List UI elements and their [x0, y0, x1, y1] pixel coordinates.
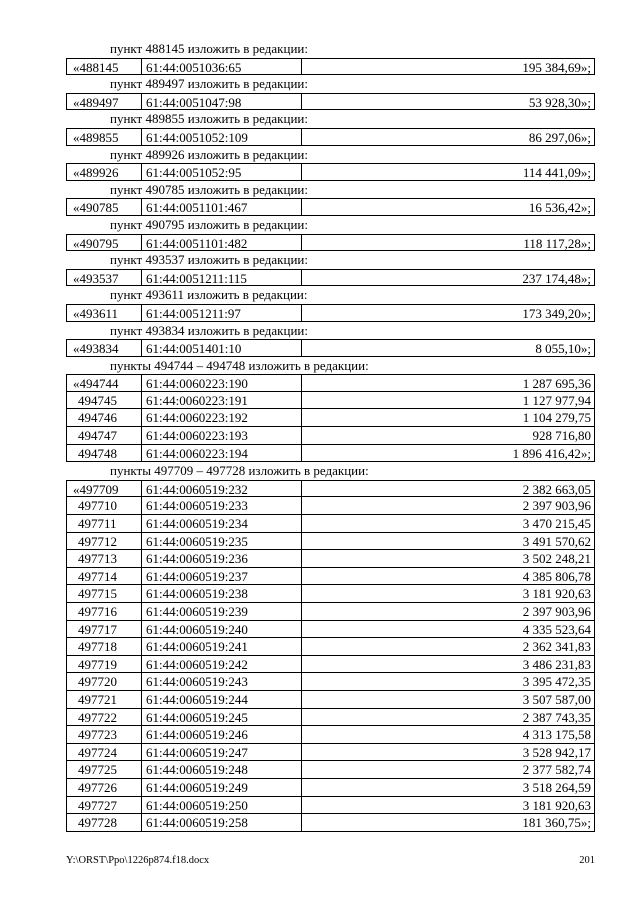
item-number-cell: 497727 [67, 797, 142, 814]
cadastral-number-cell: 61:44:0060223:192 [142, 409, 302, 426]
value-cell: 3 181 920,63 [522, 586, 591, 602]
amendment-heading: пункт 489497 изложить в редакции: [110, 76, 308, 92]
item-number-cell: «490785 [67, 199, 142, 215]
value-cell: 4 385 806,78 [522, 568, 591, 584]
value-cell: 4 335 523,64 [522, 621, 591, 637]
item-number-cell: 497710 [67, 497, 142, 514]
cadastral-number-cell: 61:44:0060223:191 [142, 392, 302, 409]
cadastral-number-cell: 61:44:0060519:242 [142, 656, 302, 673]
item-number-cell: 497717 [67, 621, 142, 638]
value-cell: 3 502 248,21 [522, 551, 591, 567]
table-row [66, 480, 595, 498]
table-row [66, 198, 595, 216]
table-row [66, 744, 595, 762]
table-row [66, 445, 595, 463]
value-cell: 237 174,48»; [522, 270, 591, 286]
value-cell: 1 104 279,75 [522, 410, 591, 426]
cadastral-number-cell: 61:44:0060519:235 [142, 533, 302, 550]
cadastral-number-cell: 61:44:0051401:10 [142, 340, 302, 356]
value-cell: 2 387 743,35 [522, 709, 591, 725]
value-cell: 2 377 582,74 [522, 762, 591, 778]
table-row [66, 779, 595, 797]
cadastral-number-cell: 61:44:0060519:244 [142, 691, 302, 708]
item-number-cell: «493834 [67, 340, 142, 356]
cadastral-number-cell: 61:44:0051101:467 [142, 199, 302, 215]
table-row [66, 603, 595, 621]
cadastral-number-cell: 61:44:0051047:98 [142, 94, 302, 110]
cadastral-number-cell: 61:44:0060519:233 [142, 497, 302, 514]
table-row [66, 374, 595, 392]
value-cell: 1 287 695,36 [522, 376, 591, 392]
item-number-cell: 497713 [67, 550, 142, 567]
value-cell: 1 127 977,94 [522, 392, 591, 408]
table-row [66, 726, 595, 744]
item-number-cell: 497724 [67, 744, 142, 761]
page-number: 201 [579, 855, 595, 866]
amendment-heading: пункт 488145 изложить в редакции: [110, 41, 308, 56]
table-row [66, 814, 595, 832]
item-number-cell: 494746 [67, 409, 142, 426]
value-cell: 2 362 341,83 [522, 639, 591, 655]
value-cell: 1 896 416,42»; [512, 445, 591, 461]
amendment-heading: пункт 489855 изложить в редакции: [110, 111, 308, 127]
value-cell: 118 117,28»; [523, 235, 591, 251]
value-cell: 86 297,06»; [528, 129, 591, 145]
value-cell: 3 486 231,83 [522, 656, 591, 672]
item-number-cell: 497725 [67, 761, 142, 778]
amendment-heading: пункт 490795 изложить в редакции: [110, 216, 308, 232]
item-number-cell: 497719 [67, 656, 142, 673]
cadastral-number-cell: 61:44:0060519:236 [142, 550, 302, 567]
table-row [66, 550, 595, 568]
cadastral-number-cell: 61:44:0060519:232 [142, 481, 302, 497]
table-row [66, 761, 595, 779]
amendment-heading: пункты 497709 – 497728 изложить в редакции: [110, 463, 369, 479]
amendment-heading: пункт 493537 изложить в редакции: [110, 252, 308, 268]
amendment-heading: пункты 494744 – 494748 изложить в редакции: [110, 357, 369, 373]
item-number-cell: 497718 [67, 638, 142, 655]
cadastral-number-cell: 61:44:0060519:250 [142, 797, 302, 814]
cadastral-number-cell: 61:44:0060519:245 [142, 709, 302, 726]
table-row [66, 339, 595, 357]
cadastral-number-cell: 61:44:0051101:482 [142, 235, 302, 251]
table-row [66, 673, 595, 691]
value-cell: 3 528 942,17 [522, 744, 591, 760]
amendment-heading: пункт 490785 изложить в редакции: [110, 181, 308, 197]
cadastral-number-cell: 61:44:0060519:239 [142, 603, 302, 620]
item-number-cell: «493537 [67, 270, 142, 286]
item-number-cell: 497720 [67, 673, 142, 690]
value-cell: 2 397 903,96 [522, 604, 591, 619]
item-number-cell: «490795 [67, 235, 142, 251]
item-number-cell: «489926 [67, 164, 142, 180]
table-row [66, 392, 595, 410]
table-row [66, 533, 595, 551]
item-number-cell: 497711 [67, 515, 142, 532]
cadastral-number-cell: 61:44:0060519:234 [142, 515, 302, 532]
cadastral-number-cell: 61:44:0060223:190 [142, 375, 302, 391]
value-cell: 3 507 587,00 [522, 691, 591, 707]
cadastral-number-cell: 61:44:0060519:237 [142, 568, 302, 585]
value-cell: 2 382 663,05 [522, 481, 591, 497]
table-row [66, 621, 595, 639]
value-cell: 3 181 920,63 [522, 797, 591, 813]
item-number-cell: 497712 [67, 533, 142, 550]
table-row [66, 304, 595, 322]
table-row [66, 234, 595, 252]
item-number-cell: 497728 [67, 814, 142, 831]
value-cell: 2 397 903,96 [522, 498, 591, 514]
file-path: Y:\ORST\Ppo\1226p874.f18.docx [66, 855, 210, 866]
cadastral-number-cell: 61:44:0060519:243 [142, 673, 302, 690]
value-cell: 3 395 472,35 [522, 674, 591, 690]
cadastral-number-cell: 61:44:0051052:95 [142, 164, 302, 180]
value-cell: 195 384,69»; [522, 59, 591, 75]
value-cell: 928 716,80 [532, 428, 591, 444]
item-number-cell: 497723 [67, 726, 142, 743]
cadastral-number-cell: 61:44:0060519:248 [142, 761, 302, 778]
value-cell: 3 518 264,59 [522, 779, 591, 795]
table-row [66, 128, 595, 146]
value-cell: 173 349,20»; [522, 305, 591, 321]
item-number-cell: 497726 [67, 779, 142, 796]
cadastral-number-cell: 61:44:0051211:115 [142, 270, 302, 286]
value-cell: 3 491 570,62 [522, 533, 591, 549]
table-row [66, 497, 595, 515]
cadastral-number-cell: 61:44:0060223:193 [142, 427, 302, 444]
value-cell: 181 360,75»; [522, 815, 591, 831]
table-row [66, 269, 595, 287]
table-row [66, 797, 595, 815]
cadastral-number-cell: 61:44:0060223:194 [142, 445, 302, 462]
table-row [66, 427, 595, 445]
cadastral-number-cell: 61:44:0060519:241 [142, 638, 302, 655]
item-number-cell: 497714 [67, 568, 142, 585]
value-cell: 8 055,10»; [535, 341, 591, 357]
item-number-cell: «493611 [67, 305, 142, 321]
value-cell: 4 313 175,58 [522, 727, 591, 743]
table-row [66, 568, 595, 586]
value-cell: 16 536,42»; [528, 200, 591, 216]
table-row [66, 709, 595, 727]
table-row [66, 638, 595, 656]
item-number-cell: «489855 [67, 129, 142, 145]
table-row [66, 515, 595, 533]
table-row [66, 691, 595, 709]
cadastral-number-cell: 61:44:0060519:258 [142, 814, 302, 831]
table-row [66, 163, 595, 181]
item-number-cell: «489497 [67, 94, 142, 110]
table-row [66, 409, 595, 427]
cadastral-number-cell: 61:44:0051052:109 [142, 129, 302, 145]
table-row [66, 585, 595, 603]
item-number-cell: 497715 [67, 585, 142, 602]
cadastral-number-cell: 61:44:0051211:97 [142, 305, 302, 321]
item-number-cell: 497721 [67, 691, 142, 708]
item-number-cell: 494747 [67, 427, 142, 444]
table-row [66, 656, 595, 674]
value-cell: 3 470 215,45 [522, 516, 591, 532]
cadastral-number-cell: 61:44:0060519:238 [142, 585, 302, 602]
value-cell: 53 928,30»; [528, 94, 591, 110]
cadastral-number-cell: 61:44:0060519:247 [142, 744, 302, 761]
item-number-cell: 494748 [67, 445, 142, 462]
item-number-cell: 494745 [67, 392, 142, 409]
amendment-heading: пункт 493611 изложить в редакции: [110, 287, 308, 303]
table-row [66, 58, 595, 76]
value-cell: 114 441,09»; [522, 165, 591, 181]
amendment-heading: пункт 489926 изложить в редакции: [110, 146, 308, 162]
item-number-cell: 497716 [67, 603, 142, 620]
item-number-cell: 497722 [67, 709, 142, 726]
cadastral-number-cell: 61:44:0060519:246 [142, 726, 302, 743]
item-number-cell: «488145 [67, 59, 142, 75]
page-footer [66, 855, 595, 866]
cadastral-number-cell: 61:44:0060519:240 [142, 621, 302, 638]
amendment-heading: пункт 493834 изложить в редакции: [110, 322, 308, 338]
document-body [66, 40, 595, 832]
cadastral-number-cell: 61:44:0060519:249 [142, 779, 302, 796]
item-number-cell: «497709 [67, 481, 142, 497]
item-number-cell: «494744 [67, 375, 142, 391]
table-row [66, 93, 595, 111]
cadastral-number-cell: 61:44:0051036:65 [142, 59, 302, 75]
